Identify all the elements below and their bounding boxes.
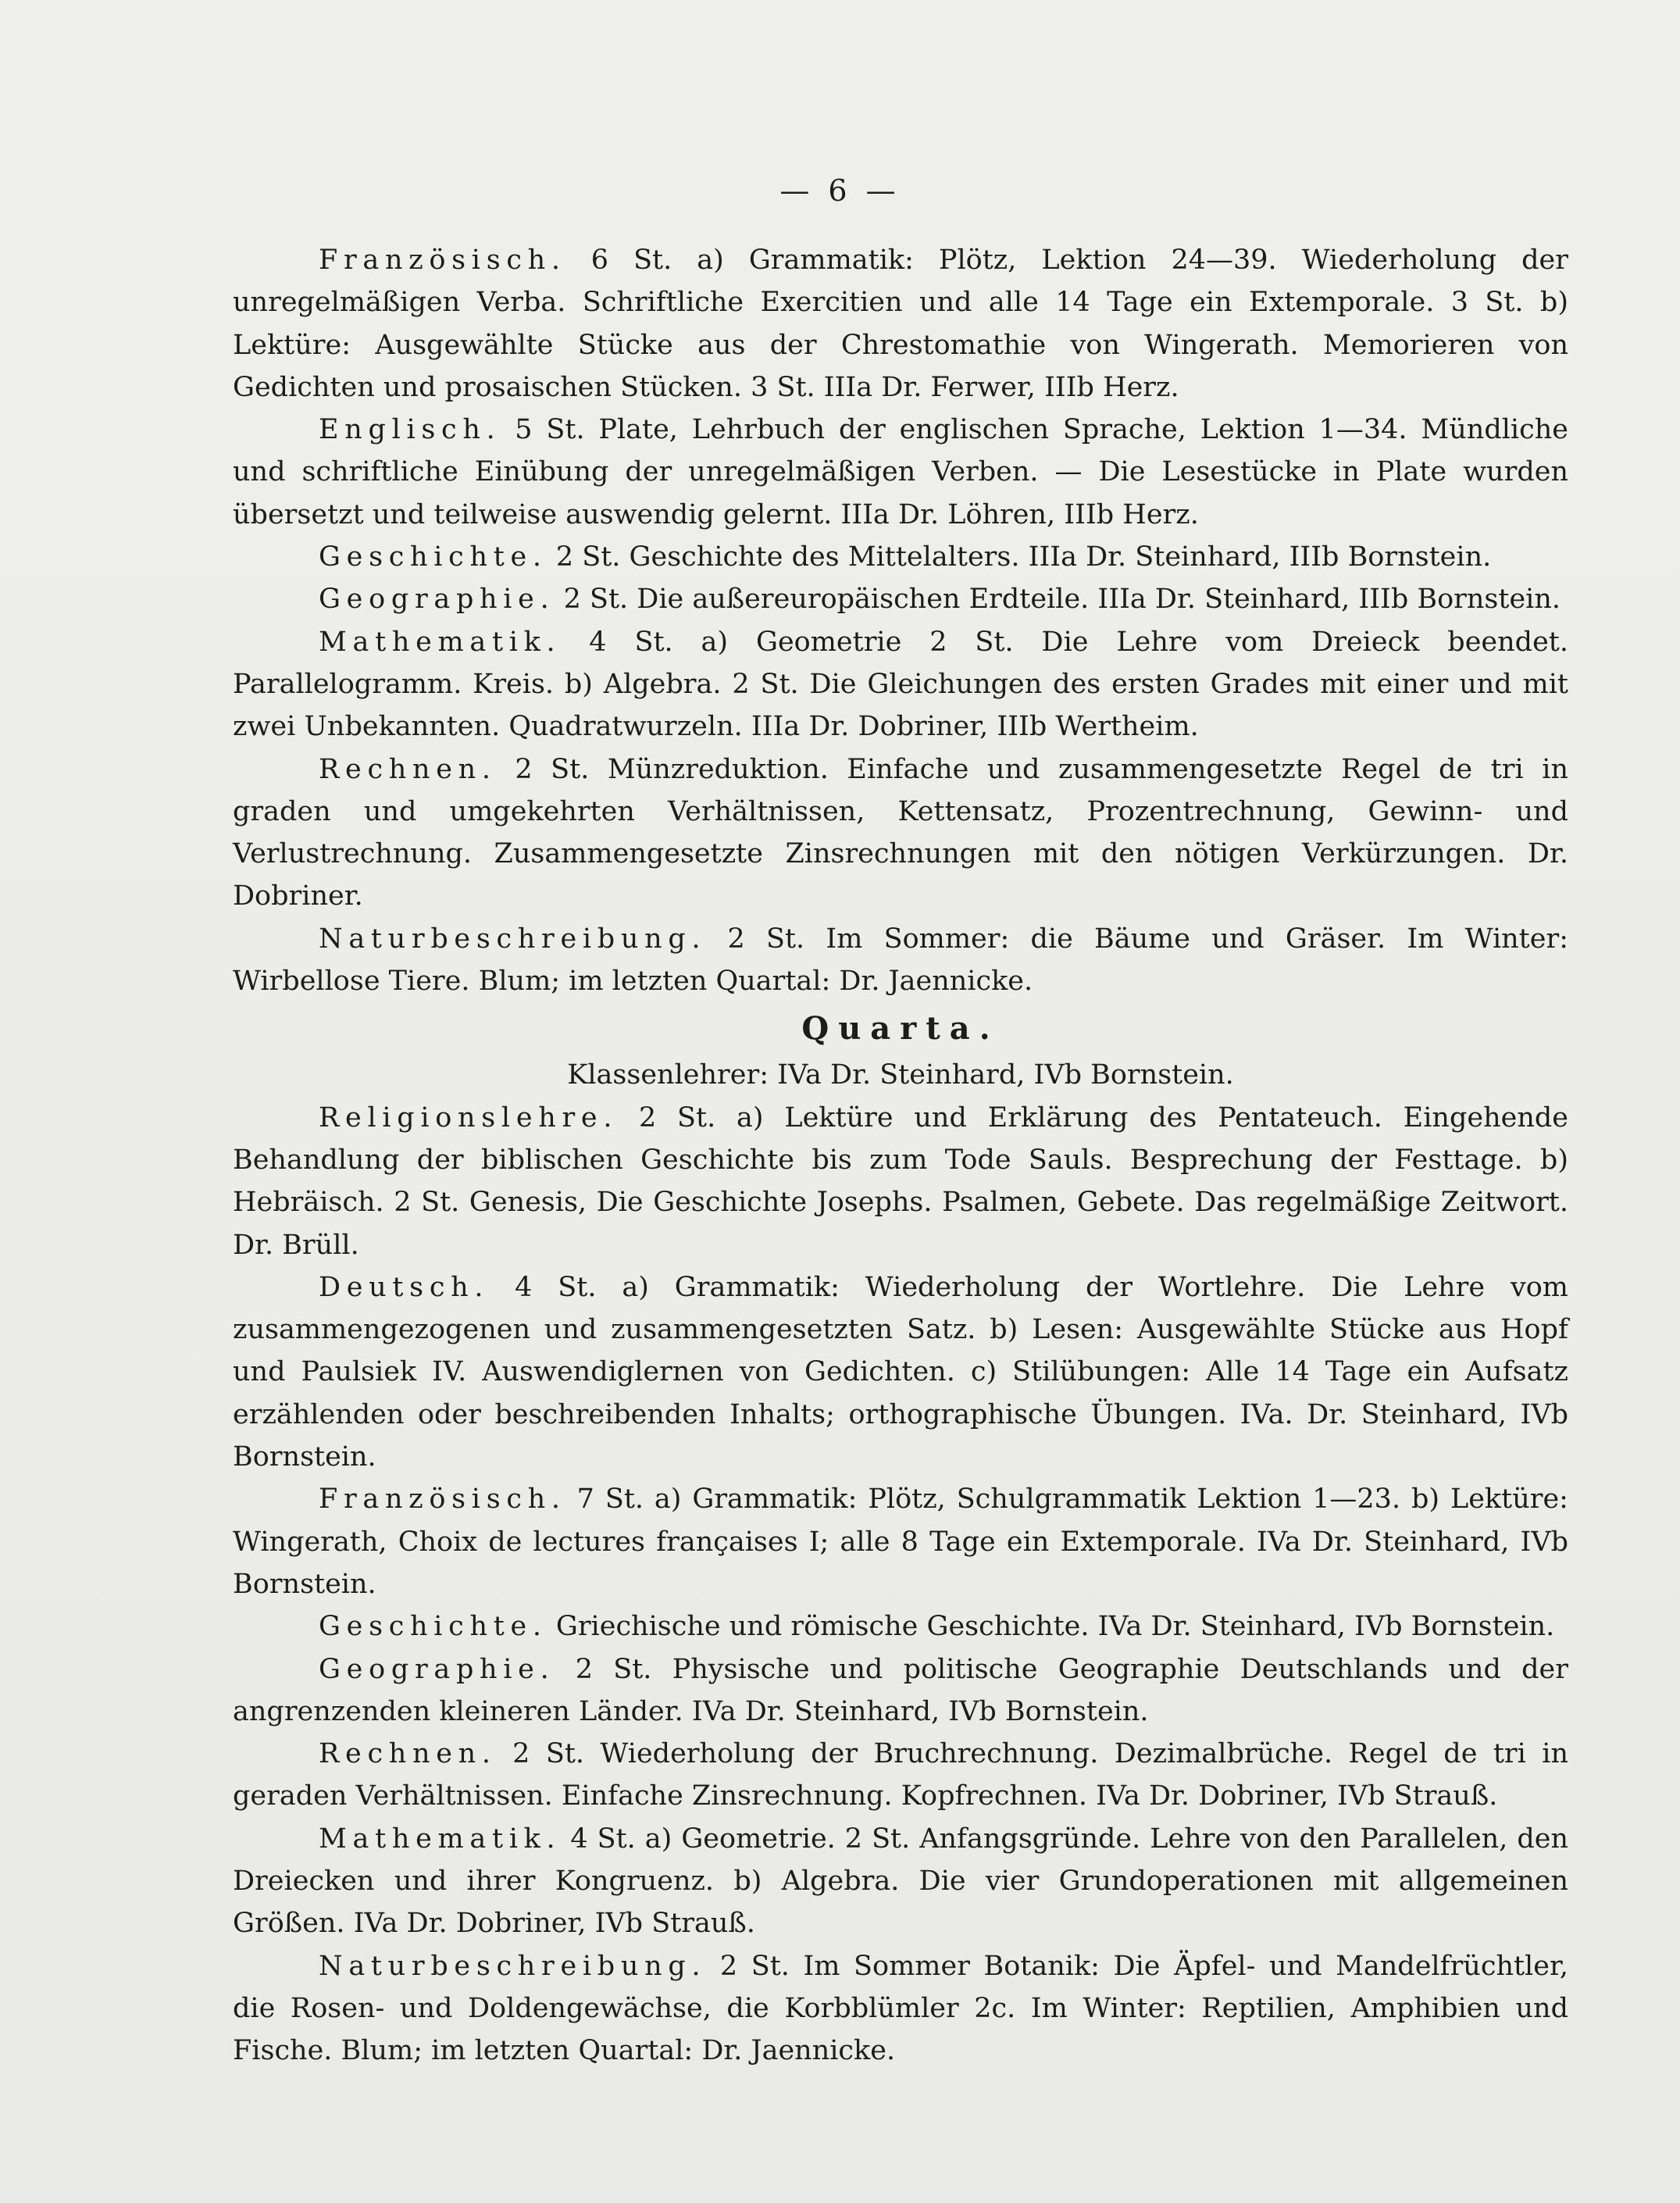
subject-title: Geographie. [319, 584, 555, 616]
paragraph-text: 2 St. a) Lektüre und Erklärung des Pentateuch. Eingehende Behandlung der biblischen Geschichte bis zum Tode Sauls. Besprechung der Festtage. b) Hebräisch. 2 St. Genesis, Die Geschichte Josephs. Psalmen, Gebete. Das regelmäßige Zeitwort. Dr. Brüll. [233, 1102, 1568, 1261]
subject-title: Deutsch. [319, 1271, 490, 1303]
subject-title: Rechnen. [319, 753, 497, 785]
paragraph-geschichte-tertia [233, 536, 1568, 578]
subject-title: Naturbeschreibung. [319, 923, 707, 955]
paragraph-geographie-quarta [233, 1648, 1568, 1733]
paragraph-text: 6 St. a) Grammatik: Plötz, Lektion 24—39. Wiederholung der unregelmäßigen Verba. Schriftliche Exercitien und alle 14 Tage ein Extemporale. 3 St. b) Lektüre: Ausgewählte Stücke aus der Chrestomathie von Wingerath. Memorieren von Gedichten und prosaischen Stücken. 3 St. IIIa Dr. Ferwer, IIIb Herz. [233, 245, 1568, 403]
document-body [233, 239, 1568, 2072]
paragraph-text: 2 St. Im Sommer Botanik: Die Äpfel- und Mandelfrüchtler, die Rosen- und Doldengewächse, die Korbblümler 2c. Im Winter: Reptilien, Amphibien und Fische. Blum; im letzten Quartal: Dr. Jaennicke. [233, 1950, 1568, 2067]
paragraph-religionslehre-quarta [233, 1097, 1568, 1266]
paragraph-geographie-tertia [233, 578, 1568, 620]
paragraph-text: 2 St. Wiederholung der Bruchrechnung. Dezimalbrüche. Regel de tri in geraden Verhältnissen. Einfache Zinsrechnung. Kopfrechnen. IVa Dr. Dobriner, IVb Strauß. [233, 1738, 1568, 1812]
subject-title: Englisch. [319, 414, 501, 446]
paragraph-text: 4 St. a) Grammatik: Wiederholung der Wortlehre. Die Lehre vom zusammengezogenen und zusammengesetzten Satz. b) Lesen: Ausgewählte Stücke aus Hopf und Paulsiek IV. Auswendiglernen von Gedichten. c) Stilübungen: Alle 14 Tage ein Aufsatz erzählenden oder beschreibenden Inhalts; orthographische Übungen. IVa. Dr. Steinhard, IVb Bornstein. [233, 1271, 1568, 1473]
page-number: — 6 — [779, 173, 901, 208]
paragraph-text: 7 St. a) Grammatik: Plötz, Schulgrammatik Lektion 1—23. b) Lektüre: Wingerath, Choix de lectures françaises I; alle 8 Tage ein Extemporale. IVa Dr. Steinhard, IVb Bornstein. [233, 1484, 1568, 1600]
paragraph-text: 4 St. a) Geometrie 2 St. Die Lehre vom Dreieck beendet. Parallelogramm. Kreis. b) Algebra. 2 St. Die Gleichungen des ersten Grades mit einer und mit zwei Unbekannten. Quadratwurzeln. IIIa Dr. Dobriner, IIIb Wertheim. [233, 626, 1568, 743]
paragraph-englisch-tertia [233, 409, 1568, 536]
subject-title: Rechnen. [319, 1738, 497, 1770]
paragraph-text: 2 St. Münzreduktion. Einfache und zusammengesetzte Regel de tri in graden und umgekehrten Verhältnissen, Kettensatz, Prozentrechnung, Gewinn- und Verlustrechnung. Zusammengesetzte Zinsrechnungen mit den nötigen Verkürzungen. Dr. Dobriner. [233, 753, 1568, 912]
subject-title: Geschichte. [319, 1611, 548, 1643]
paragraph-text: 2 St. Physische und politische Geographie Deutschlands und der angrenzenden kleineren Länder. IVa Dr. Steinhard, IVb Bornstein. [233, 1653, 1568, 1727]
subject-title: Geographie. [319, 1653, 555, 1685]
subject-title: Französisch. [319, 1484, 566, 1516]
subject-title: Naturbeschreibung. [319, 1950, 707, 1982]
klassenlehrer-line: Klassenlehrer: IVa Dr. Steinhard, IVb Bornstein. [567, 1059, 1234, 1091]
paragraph-mathematik-quarta [233, 1818, 1568, 1945]
paragraph-naturbeschreibung-quarta [233, 1945, 1568, 2073]
subject-title: Religionslehre. [319, 1102, 619, 1134]
paragraph-text: 4 St. a) Geometrie. 2 St. Anfangsgründe. Lehre von den Parallelen, den Dreiecken und ihrer Kongruenz. b) Algebra. Die vier Grundoperationen mit allgemeinen Größen. IVa Dr. Dobriner, IVb Strauß. [233, 1823, 1568, 1940]
paragraph-text: Griechische und römische Geschichte. IVa Dr. Steinhard, IVb Bornstein. [555, 1611, 1555, 1643]
paragraph-deutsch-quarta [233, 1266, 1568, 1478]
paragraph-text: 2 St. Im Sommer: die Bäume und Gräser. Im Winter: Wirbellose Tiere. Blum; im letzten Quartal: Dr. Jaennicke. [233, 923, 1568, 998]
subject-title: Mathematik. [319, 626, 562, 658]
section-heading-quarta: Quarta. [801, 1010, 1000, 1048]
paragraph-geschichte-quarta [233, 1605, 1568, 1648]
subject-title: Geschichte. [319, 541, 548, 573]
paragraph-rechnen-tertia [233, 748, 1568, 918]
subject-title: Mathematik. [319, 1823, 562, 1855]
paragraph-text: 5 St. Plate, Lehrbuch der englischen Sprache, Lektion 1—34. Mündliche und schriftliche Einübung der unregelmäßigen Verben. — Die Lesestücke in Plate wurden übersetzt und teilweise auswendig gelernt. IIIa Dr. Löhren, IIIb Herz. [233, 414, 1568, 530]
paragraph-mathematik-tertia [233, 621, 1568, 748]
paragraph-naturbeschreibung-tertia [233, 918, 1568, 1003]
subject-title: Französisch. [319, 245, 566, 276]
paragraph-rechnen-quarta [233, 1733, 1568, 1818]
paragraph-franzoesisch-tertia [233, 239, 1568, 409]
paragraph-franzoesisch-quarta [233, 1478, 1568, 1605]
paragraph-text: 2 St. Geschichte des Mittelalters. IIIa Dr. Steinhard, IIIb Bornstein. [555, 541, 1492, 573]
paragraph-text: 2 St. Die außereuropäischen Erdteile. IIIa Dr. Steinhard, IIIb Bornstein. [563, 584, 1561, 616]
